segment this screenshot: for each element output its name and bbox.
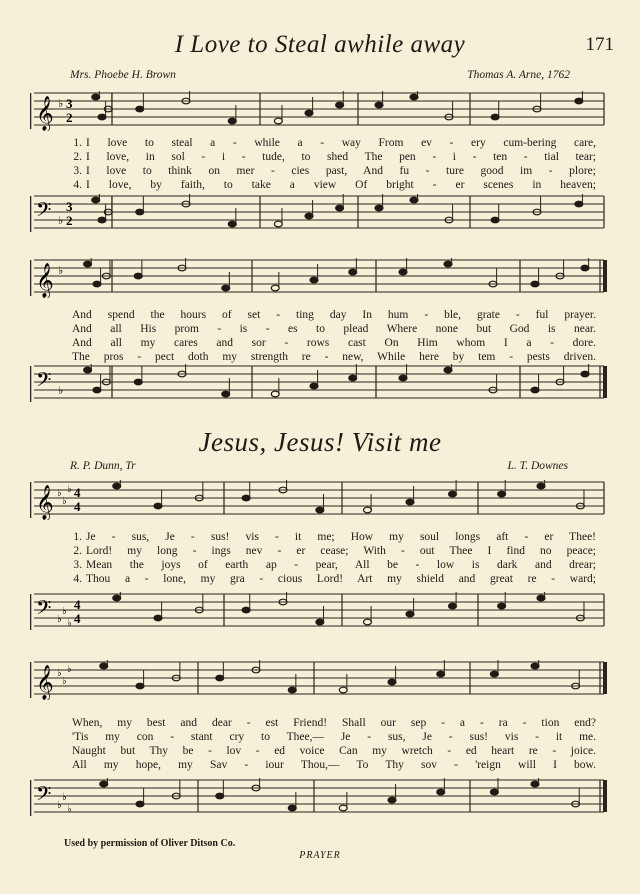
note [288, 792, 296, 811]
note [406, 486, 414, 505]
svg-text:𝄢: 𝄢 [36, 782, 52, 810]
note [491, 204, 499, 223]
note [134, 260, 142, 279]
note [316, 606, 324, 625]
note [491, 101, 499, 120]
hymn-2-treble-staff-2 [30, 660, 608, 700]
lyric-line: 4. I love, by faith, to take a view Of bright - er scenes in heaven; [73, 179, 596, 191]
lyric-line: 2. Lord! my long - ings nev - er cease; With - out Thee I find no peace; [73, 545, 596, 557]
note [113, 592, 121, 601]
note [531, 374, 539, 393]
hymn-1-treble-staff-2 [30, 258, 608, 298]
note [310, 370, 318, 389]
svg-text:𝄢: 𝄢 [36, 368, 52, 396]
note [136, 788, 144, 807]
svg-text:♭: ♭ [62, 792, 67, 803]
hymn-2-bass-staff-2 [30, 778, 608, 818]
note [305, 97, 313, 116]
hymn-2-treble-staff-1 [30, 480, 608, 520]
svg-text:2: 2 [66, 110, 73, 125]
svg-text:♭: ♭ [58, 214, 64, 227]
lyric-line: All my hope, my Sav - iour Thou,— To Thy sov - 'reign will I bow. [72, 759, 596, 771]
hymn-1-author: Mrs. Phoebe H. Brown [70, 69, 176, 81]
note [388, 666, 396, 685]
note [100, 660, 108, 669]
svg-text:♭: ♭ [57, 668, 62, 679]
page-number: 171 [585, 34, 614, 55]
hymn-1-bass-staff-1 [30, 194, 608, 234]
note [406, 598, 414, 617]
svg-text:♭: ♭ [67, 484, 72, 495]
note [364, 606, 372, 625]
note [274, 105, 282, 124]
svg-text:♭: ♭ [58, 264, 64, 277]
section-label: PRAYER [299, 850, 341, 861]
note [364, 494, 372, 513]
lyric-line: 3. I love to think on mer - cies past, And fu - ture good im - plore; [73, 165, 596, 177]
note [349, 364, 357, 381]
lyric-line: And all His prom - is - es to plead Where none but God is near. [72, 323, 596, 335]
note [84, 258, 92, 267]
note [375, 194, 383, 211]
note [305, 200, 313, 219]
note [399, 258, 407, 275]
lyric-line: 2. I love, in sol - i - tude, to shed The pen - i - ten - tial tear; [73, 151, 596, 163]
note [339, 792, 347, 811]
svg-text:3: 3 [66, 199, 73, 214]
note [136, 196, 144, 215]
svg-text:♭: ♭ [57, 800, 62, 811]
note [100, 778, 108, 787]
note [490, 778, 498, 795]
note [92, 194, 100, 203]
note [84, 364, 92, 373]
note [375, 91, 383, 108]
svg-text:4: 4 [74, 499, 81, 514]
svg-text:𝄞: 𝄞 [36, 485, 54, 520]
hymn-1-treble-staff-1 [30, 91, 608, 131]
note [242, 594, 250, 613]
note [154, 602, 162, 621]
note [531, 268, 539, 287]
svg-text:𝄢: 𝄢 [36, 198, 52, 226]
note [349, 258, 357, 275]
lyric-line: 1. Je - sus, Je - sus! vis - it me; How my soul longs aft - er Thee! [73, 531, 596, 543]
svg-text:𝄢: 𝄢 [36, 596, 52, 624]
note [274, 208, 282, 227]
hymn-1-bass-staff-2 [30, 364, 608, 404]
svg-text:♭: ♭ [62, 676, 67, 687]
note [449, 592, 457, 609]
note [222, 378, 230, 397]
lyric-line: 4. Thou a - lone, my gra - cious Lord! Art my shield and great re - ward; [73, 573, 596, 585]
note [216, 662, 224, 681]
svg-text:𝄞: 𝄞 [36, 96, 54, 131]
lyric-line: 1. I love to steal a - while a - way From ev - ery cum-bering care, [73, 137, 596, 149]
note [410, 91, 418, 100]
note [228, 105, 236, 124]
svg-text:4: 4 [74, 611, 81, 626]
note [531, 778, 539, 787]
lyric-line: And all my cares and sor - rows cast On Him whom I a - dore. [72, 337, 596, 349]
note [498, 480, 506, 497]
note [449, 480, 457, 497]
svg-text:♭: ♭ [62, 606, 67, 617]
note [437, 660, 445, 677]
note [498, 592, 506, 609]
note [399, 364, 407, 381]
note [93, 374, 101, 393]
svg-text:♭: ♭ [58, 384, 64, 397]
note [336, 91, 344, 108]
note [242, 482, 250, 501]
hymn-2-author: R. P. Dunn, Tr [70, 460, 136, 472]
svg-text:♭: ♭ [62, 496, 67, 507]
note [216, 780, 224, 799]
note [316, 494, 324, 513]
note [537, 592, 545, 601]
lyric-line: Naught but Thy be - lov - ed voice Can my wretch - ed heart re - joice. [72, 745, 596, 757]
lyric-line: The pros - pect doth my strength re - new, While here by tem - pests driven. [72, 351, 596, 363]
svg-text:𝄞: 𝄞 [36, 665, 54, 700]
permission-note: Used by permission of Oliver Ditson Co. [64, 838, 236, 849]
svg-text:♭: ♭ [67, 664, 72, 675]
svg-text:4: 4 [74, 597, 81, 612]
svg-text:𝄞: 𝄞 [36, 263, 54, 298]
note [410, 194, 418, 203]
hymn-1-title: I Love to Steal awhile away [174, 31, 466, 58]
note [134, 366, 142, 385]
note [288, 674, 296, 693]
note [437, 778, 445, 795]
lyric-line: 'Tis my con - stant cry to Thee,— Je - sus, Je - sus! vis - it me. [72, 731, 596, 743]
note [336, 194, 344, 211]
lyric-line: And spend the hours of set - ting day In hum - ble, grate - ful prayer. [72, 309, 596, 321]
hymn-2-title: Jesus, Jesus! Visit me [198, 427, 442, 457]
hymn-2-bass-staff-1 [30, 592, 608, 632]
note [228, 208, 236, 227]
svg-text:♭: ♭ [57, 614, 62, 625]
lyric-line: When, my best and dear - est Friend! Shall our sep - a - ra - tion end? [72, 717, 596, 729]
note [93, 268, 101, 287]
note [531, 660, 539, 669]
svg-text:♭: ♭ [67, 804, 72, 815]
svg-text:♭: ♭ [67, 618, 72, 629]
svg-text:♭: ♭ [57, 488, 62, 499]
svg-text:2: 2 [66, 213, 73, 228]
note [537, 480, 545, 489]
note [444, 364, 452, 373]
note [339, 674, 347, 693]
note [490, 660, 498, 677]
note [113, 480, 121, 489]
svg-text:♭: ♭ [58, 97, 64, 110]
note [310, 264, 318, 283]
note [222, 272, 230, 291]
svg-text:3: 3 [66, 96, 73, 111]
svg-text:4: 4 [74, 485, 81, 500]
note [271, 272, 279, 291]
note [444, 258, 452, 267]
note [136, 670, 144, 689]
note [136, 93, 144, 112]
note [92, 91, 100, 100]
note [154, 490, 162, 509]
note [271, 378, 279, 397]
hymn-1-composer: Thomas A. Arne, 1762 [467, 69, 570, 81]
hymn-2-composer: L. T. Downes [507, 460, 568, 472]
lyric-line: 3. Mean the joys of earth ap - pear, All be - low is dark and drear; [73, 559, 596, 571]
note [388, 784, 396, 803]
